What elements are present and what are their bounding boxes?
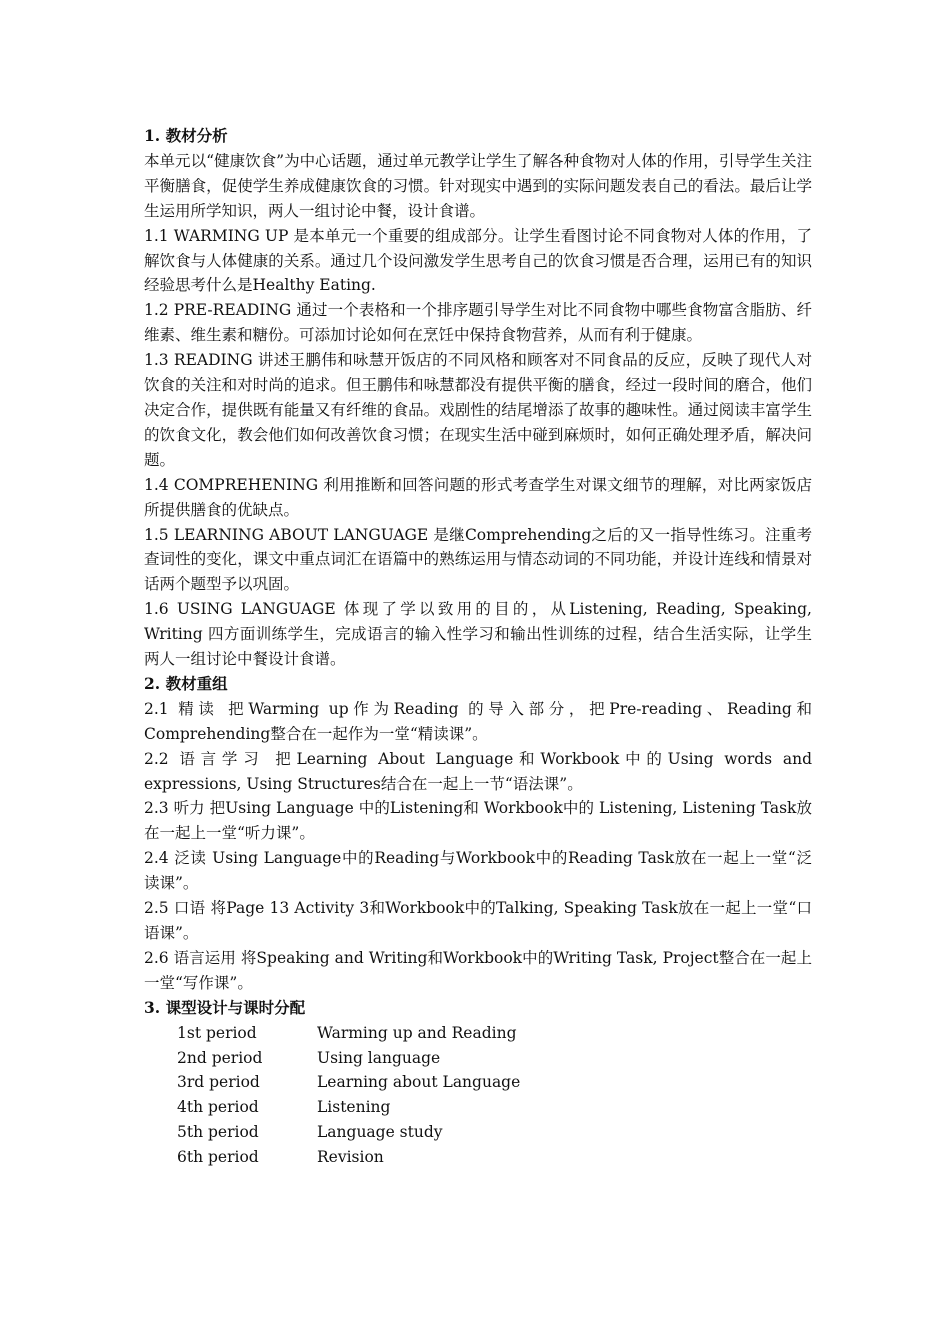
table-row: [177, 1120, 520, 1145]
section2-item-speaking: 2.5 口语 将Page 13 Activity 3和Workbook中的Talking, Speaking Task放在一起上一堂“口语课”。: [144, 899, 812, 942]
section2-item-language-study: 2.2 语言学习 把Learning About Language和Workbook中的Using words and expressions, Using Structures结合在一起上一节“语法课”。: [144, 749, 812, 793]
section1-item-learning-about-language: 1.5 LEARNING ABOUT LANGUAGE 是继Comprehending之后的又一指导性练习。注重考查词性的变化，课文中重点词汇在语篇中的熟练运用与情态动词的不同功能，并设计连线和情景对话两个题型予以巩固。: [144, 525, 812, 594]
period-label: 5th period: [177, 1123, 259, 1142]
section1-item-using-language: 1.6 USING LANGUAGE 体现了学以致用的目的，从Listening, Reading, Speaking, Writing 四方面训练学生，完成语言的输入性学习和输出性训练的过程，结合生活实际，让学生两人一组讨论中餐设计食谱。: [144, 600, 812, 669]
period-label: 2nd period: [177, 1048, 263, 1067]
table-row: [177, 1046, 520, 1071]
section1-item-reading: 1.3 READING 讲述王鹏伟和咏慧开饭店的不同风格和顾客对不同食品的反应，反映了现代人对饮食的关注和对时尚的追求。但王鹏伟和咏慧都没有提供平衡的膳食，经过一段时间的磨合，他们决定合作，提供既有能量又有纤维的食品。戏剧性的结尾增添了故事的趣味性。通过阅读丰富学生的饮食文化，教会他们如何改善饮食习惯；在现实生活中碰到麻烦时，如何正确处理矛盾，解决问题。: [144, 351, 812, 469]
period-content: Warming up and Reading: [317, 1023, 517, 1042]
section3-heading: 3. 课型设计与课时分配: [144, 997, 306, 1017]
section2-item-intensive-reading: 2.1 精读 把Warming up作为Reading 的导入部分，把Pre-reading、Reading和Comprehending整合在一起作为一堂“精读课”。: [144, 699, 812, 743]
period-schedule-table: [177, 1021, 520, 1170]
section1-intro: 本单元以“健康饮食”为中心话题，通过单元教学让学生了解各种食物对人体的作用，引导学生关注平衡膳食，促使学生养成健康饮食的习惯。针对现实中遇到的实际问题发表自己的看法。最后让学生运用所学知识，两人一组讨论中餐，设计食谱。: [144, 151, 812, 220]
table-row: [177, 1145, 520, 1170]
section2-item-extensive-reading: 2.4 泛读 Using Language中的Reading与Workbook中的Reading Task放在一起上一堂“泛读课”。: [144, 849, 812, 893]
document-page: [144, 124, 812, 1170]
period-label: 3rd period: [177, 1073, 260, 1092]
period-label: 4th period: [177, 1098, 259, 1117]
section1-item-pre-reading: 1.2 PRE-READING 通过一个表格和一个排序题引导学生对比不同食物中哪些食物富含脂肪、纤维素、维生素和糖份。可添加讨论如何在烹饪中保持食物营养，从而有利于健康。: [144, 301, 812, 345]
section1-item-warming-up: 1.1 WARMING UP 是本单元一个重要的组成部分。让学生看图讨论不同食物对人体的作用，了解饮食与人体健康的关系。通过几个设问激发学生思考自己的饮食习惯是否合理，运用已有的知识经验思考什么是Healthy Eating.: [144, 226, 812, 295]
period-content: Revision: [317, 1148, 384, 1167]
period-label: 1st period: [177, 1023, 257, 1042]
period-content: Language study: [317, 1123, 443, 1142]
table-row: [177, 1070, 520, 1095]
period-content: Learning about Language: [317, 1073, 521, 1092]
section2-item-listening: 2.3 听力 把Using Language 中的Listening和 Workbook中的 Listening, Listening Task放 在一起上一堂“听力课”。: [144, 799, 812, 843]
table-row: [177, 1095, 520, 1120]
period-content: Listening: [317, 1098, 391, 1117]
period-label: 6th period: [177, 1148, 259, 1167]
section2-heading: 2. 教材重组: [144, 673, 228, 693]
section2-item-writing: 2.6 语言运用 将Speaking and Writing和Workbook中的Writing Task, Project整合在一起上一堂“写作课”。: [144, 948, 812, 992]
section1-heading: 1. 教材分析: [144, 126, 228, 145]
period-content: Using language: [317, 1048, 441, 1067]
table-row: [177, 1021, 520, 1046]
section1-item-comprehending: 1.4 COMPREHENING 利用推断和回答问题的形式考查学生对课文细节的理解，对比两家饭店所提供膳食的优缺点。: [144, 475, 812, 519]
